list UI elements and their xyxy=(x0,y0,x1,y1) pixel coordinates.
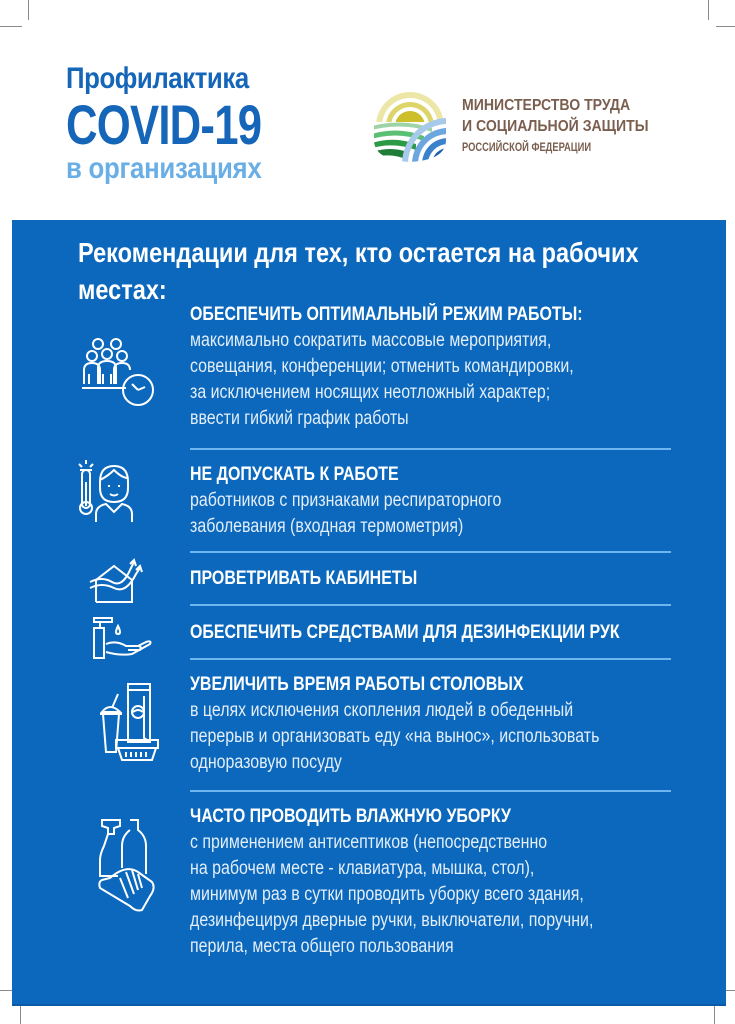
thermometer-person-icon xyxy=(78,458,168,524)
item-title: ПРОВЕТРИВАТЬ КАБИНЕТЫ xyxy=(190,568,418,589)
item-desc-line: на рабочем месте - клавиатура, мышка, стол), xyxy=(190,858,535,879)
crop-mark xyxy=(708,0,709,20)
divider xyxy=(190,604,671,606)
hand-sanitizer-icon xyxy=(90,616,180,660)
item-desc-line: с применением антисептиков (непосредственно xyxy=(190,832,548,853)
takeaway-food-icon xyxy=(98,682,188,766)
recommendations-panel xyxy=(12,220,726,1006)
item-desc-line: одноразовую посуду xyxy=(190,752,342,773)
item-desc-line: совещания, конференции; отменить командировки, xyxy=(190,356,574,377)
house-ventilation-icon xyxy=(88,556,178,604)
crop-mark xyxy=(0,26,22,27)
title-line-covid: COVID-19 xyxy=(66,93,262,156)
divider xyxy=(190,790,671,792)
ministry-name-line2: И СОЦИАЛЬНОЙ ЗАЩИТЫ xyxy=(462,118,649,135)
ministry-name-line3: РОССИЙСКОЙ ФЕДЕРАЦИИ xyxy=(462,140,592,154)
title-line-prevention: Профилактика xyxy=(66,62,249,95)
item-desc-line: максимально сократить массовые мероприятия, xyxy=(190,330,552,351)
divider xyxy=(190,658,671,660)
item-desc-line: ввести гибкий график работы xyxy=(190,408,409,429)
ministry-logo-block xyxy=(372,88,674,164)
crop-mark xyxy=(28,0,29,20)
item-desc-line: за исключением носящих неотложный характер; xyxy=(190,382,551,403)
item-title: ЧАСТО ПРОВОДИТЬ ВЛАЖНУЮ УБОРКУ xyxy=(190,806,511,827)
item-title: ОБЕСПЕЧИТЬ ОПТИМАЛЬНЫЙ РЕЖИМ РАБОТЫ: xyxy=(190,304,583,325)
divider xyxy=(190,448,671,450)
item-desc-line: дезинфецируя дверные ручки, выключатели, поручни, xyxy=(190,910,594,931)
divider xyxy=(190,551,671,553)
item-desc-line: в целях исключения скопления людей в обеденный xyxy=(190,700,574,721)
item-desc-line: перила, места общего пользования xyxy=(190,936,454,957)
crop-mark xyxy=(716,26,735,27)
item-desc-line: перерыв и организовать еду «на вынос», использовать xyxy=(190,726,600,747)
recommendations-heading xyxy=(78,234,639,308)
poster-title xyxy=(66,62,311,186)
item-desc-line: работников с признаками респираторного xyxy=(190,490,502,511)
item-title: УВЕЛИЧИТЬ ВРЕМЯ РАБОТЫ СТОЛОВЫХ xyxy=(190,674,524,695)
item-desc-line: заболевания (входная термометрия) xyxy=(190,516,464,537)
cleaning-supplies-icon xyxy=(98,816,188,912)
item-title: ОБЕСПЕЧИТЬ СРЕДСТВАМИ ДЛЯ ДЕЗИНФЕКЦИИ РУК xyxy=(190,622,620,643)
item-desc-line: минимум раз в сутки проводить уборку всего здания, xyxy=(190,884,584,905)
heading-line2: местах: xyxy=(78,274,167,305)
item-title: НЕ ДОПУСКАТЬ К РАБОТЕ xyxy=(190,464,399,485)
ministry-logo-icon xyxy=(372,88,448,164)
title-line-organizations: в организациях xyxy=(66,152,262,185)
ministry-name-line1: МИНИСТЕРСТВО ТРУДА xyxy=(462,97,631,114)
heading-line1: Рекомендации для тех, кто остается на рабочих xyxy=(78,237,639,268)
meeting-clock-icon xyxy=(78,332,168,412)
